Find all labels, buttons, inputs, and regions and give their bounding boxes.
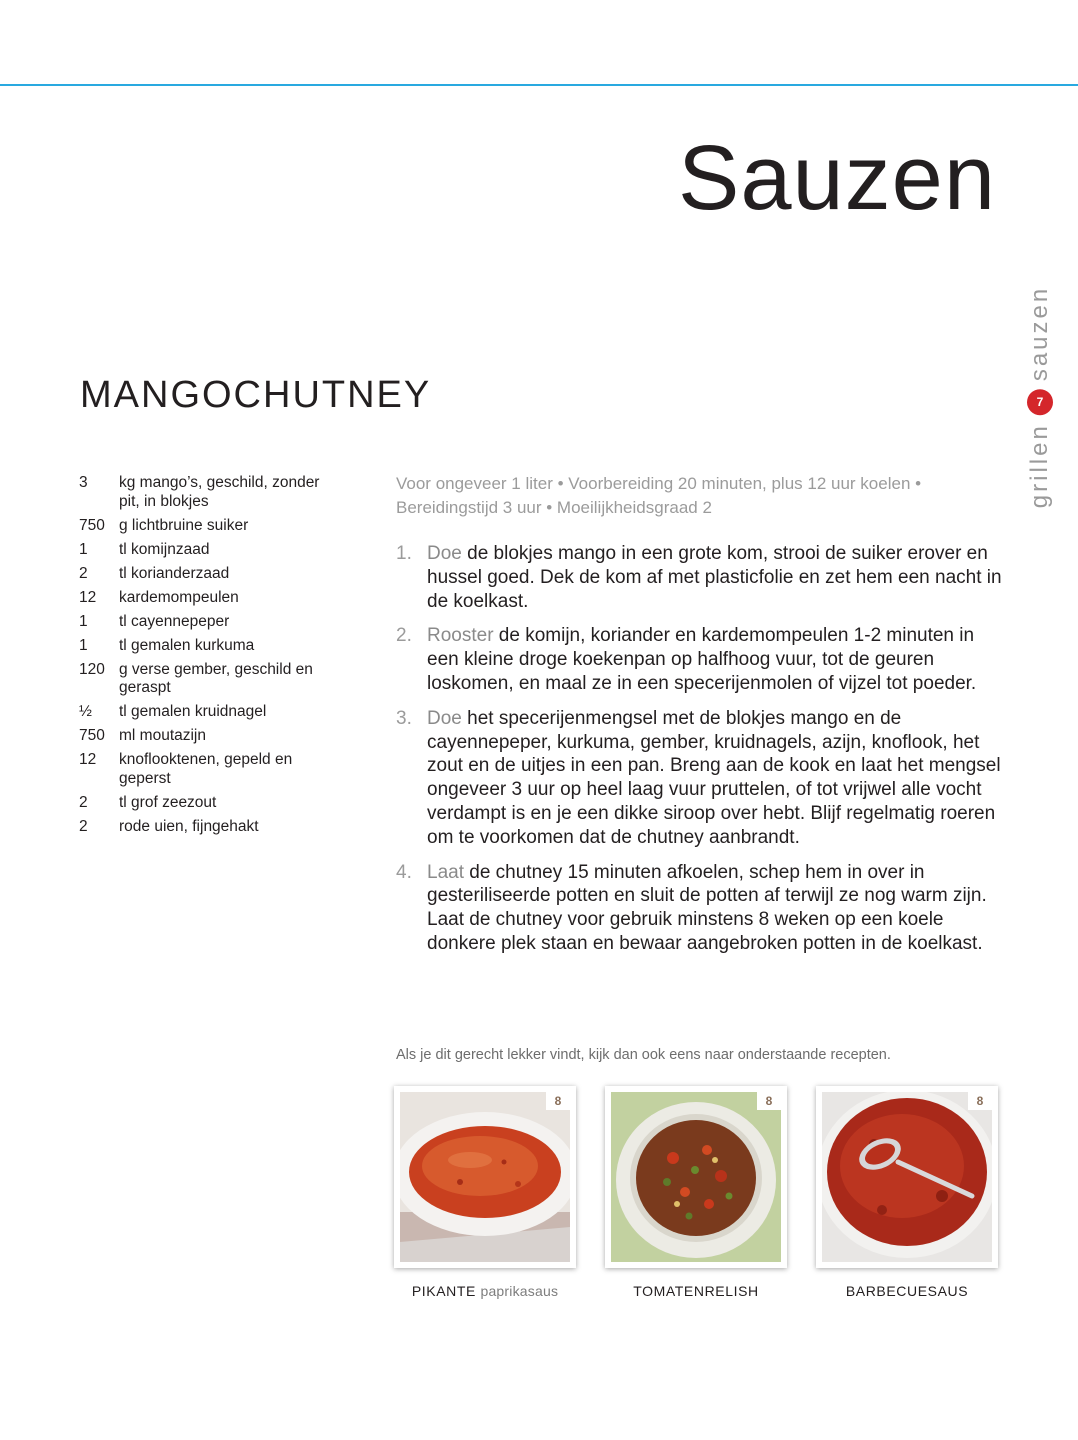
ingredient-item — [79, 794, 339, 813]
step-text: de chutney 15 minuten afkoelen, schep hem in over in gesteriliseerde potten en sluit de potten af terwijl ze nog warm zijn. Laat de chutney voor gebruik minstens 8 weken op een koele donkere plek staan en bewaar aangebroken potten in de koelkast. — [427, 861, 987, 954]
ingredient-qty: 750 — [79, 516, 105, 534]
paprika-sauce-photo — [400, 1092, 570, 1262]
barbecue-sauce-photo — [822, 1092, 992, 1262]
related-photo-frame[interactable] — [605, 1086, 787, 1268]
ingredient-item — [79, 751, 339, 788]
ingredient-qty: 1 — [79, 612, 88, 630]
method-step — [396, 861, 1006, 956]
ingredient-text: rode uien, fijngehakt — [119, 817, 259, 835]
ingredient-qty: 2 — [79, 793, 88, 811]
step-text: de blokjes mango in een grote kom, strooi de suiker erover en hussel goed. Dek de kom af met plasticfolie en zet hem een nacht in de koelkast. — [427, 543, 1002, 612]
tomato-relish-photo — [611, 1092, 781, 1262]
ingredient-text: kardemompeulen — [119, 588, 239, 606]
header-rule — [0, 84, 1078, 86]
step-verb: Doe — [427, 543, 462, 564]
ingredient-qty: 750 — [79, 727, 105, 744]
recipe-meta: Voor ongeveer 1 liter • Voorbereiding 20 minuten, plus 12 uur koelen • Bereidingstijd 3 uur • Moeilijkheidsgraad 2 — [396, 474, 922, 517]
ingredient-qty: ½ — [79, 703, 92, 720]
recipe-title: MANGOCHUTNEY — [80, 374, 432, 416]
section-tab-grillen: grillen — [1026, 423, 1053, 509]
step-number: 3. — [396, 707, 412, 729]
ingredient-item — [79, 637, 339, 656]
step-verb: Doe — [427, 707, 462, 729]
step-body — [427, 707, 1006, 850]
ingredient-qty: 1 — [79, 636, 88, 654]
ingredient-item — [79, 703, 339, 722]
ingredient-qty: 12 — [79, 751, 97, 768]
step-text: de komijn, koriander en kardemompeulen 1-2 minuten in een kleine droge koekenpan op halfhoog vuur, tot de geuren loskomen, en maal ze in een specerijenmolen of vijzel tot poeder. — [427, 625, 977, 694]
step-body — [427, 624, 1006, 695]
related-card-tomatenrelish[interactable] — [605, 1086, 787, 1299]
ingredient-list — [79, 474, 339, 842]
ingredient-item — [79, 818, 339, 837]
ingredient-text: knoflooktenen, gepeld en geperst — [119, 751, 293, 787]
related-title[interactable]: BARBECUESAUS — [845, 1283, 969, 1299]
related-photo-frame[interactable] — [394, 1086, 576, 1268]
step-body — [427, 861, 1006, 956]
step-verb: Laat — [427, 861, 464, 883]
ingredient-item — [79, 727, 339, 746]
method-step — [396, 707, 1006, 850]
ingredient-text: g lichtbruine suiker — [119, 516, 249, 534]
method-steps — [396, 542, 1006, 967]
related-title-main: PIKANTE — [411, 1283, 476, 1299]
ingredient-text: tl gemalen kruidnagel — [119, 703, 267, 720]
ingredient-qty: 1 — [79, 540, 88, 558]
ingredient-item — [79, 474, 339, 511]
ingredient-item — [79, 589, 339, 608]
section-tab — [1022, 276, 1058, 518]
ingredient-qty: 120 — [79, 660, 105, 678]
related-title[interactable]: TOMATENRELISH — [633, 1283, 759, 1299]
related-recipes-note: Als je dit gerecht lekker vindt, kijk dan ook eens naar onderstaande recepten. — [396, 1047, 891, 1063]
related-photo-frame[interactable] — [816, 1086, 998, 1268]
related-page-number: 8 — [757, 1092, 781, 1110]
ingredient-text: tl gemalen kurkuma — [119, 636, 255, 654]
ingredient-item — [79, 661, 339, 698]
section-tab-sauzen: sauzen — [1026, 285, 1053, 382]
ingredient-text: tl cayennepeper — [119, 612, 230, 630]
related-title-sub: paprikasaus — [480, 1283, 559, 1299]
related-title[interactable] — [394, 1283, 576, 1299]
step-number: 2. — [396, 625, 412, 647]
ingredient-item — [79, 613, 339, 632]
related-page-number: 8 — [546, 1092, 570, 1110]
step-verb: Rooster — [427, 625, 494, 647]
related-page-number: 8 — [968, 1092, 992, 1110]
step-number: 4. — [396, 861, 412, 883]
ingredient-text: ml moutazijn — [119, 727, 206, 744]
ingredient-text: kg mango’s, geschild, zonder pit, in blokjes — [119, 474, 320, 510]
ingredient-qty: 2 — [79, 564, 88, 582]
related-card-barbecuesaus[interactable] — [816, 1086, 998, 1299]
ingredient-item — [79, 541, 339, 560]
ingredient-text: tl komijnzaad — [119, 540, 210, 558]
page-title: Sauzen — [677, 127, 996, 229]
ingredient-text: tl grof zeezout — [119, 793, 217, 811]
ingredient-text: tl korianderzaad — [119, 564, 230, 582]
ingredient-item — [79, 517, 339, 536]
method-step — [396, 624, 1006, 695]
chapter-badge: 7 — [1027, 389, 1053, 415]
related-card-pikante[interactable] — [394, 1086, 576, 1299]
ingredient-qty: 12 — [79, 588, 97, 606]
step-number: 1. — [396, 543, 412, 564]
step-text: het specerijenmengsel met de blokjes mango en de cayennepeper, kurkuma, gember, kruidnagels, azijn, knoflook, het zout en de uitjes in een pan. Breng aan de kook en laat het mengsel ongeveer 3 uur op heel laag vuur pruttelen, of tot vrijwel alle vocht verdampt is en je een dikke siroop over hebt. Blijf regelmatig roeren om te voorkomen dat de chutney aanbrandt. — [427, 707, 1001, 848]
ingredient-item — [79, 565, 339, 584]
ingredient-qty: 3 — [79, 474, 88, 491]
step-body — [427, 542, 1006, 613]
ingredient-qty: 2 — [79, 817, 88, 835]
method-step — [396, 542, 1006, 613]
ingredient-text: g verse gember, geschild en geraspt — [119, 660, 313, 696]
